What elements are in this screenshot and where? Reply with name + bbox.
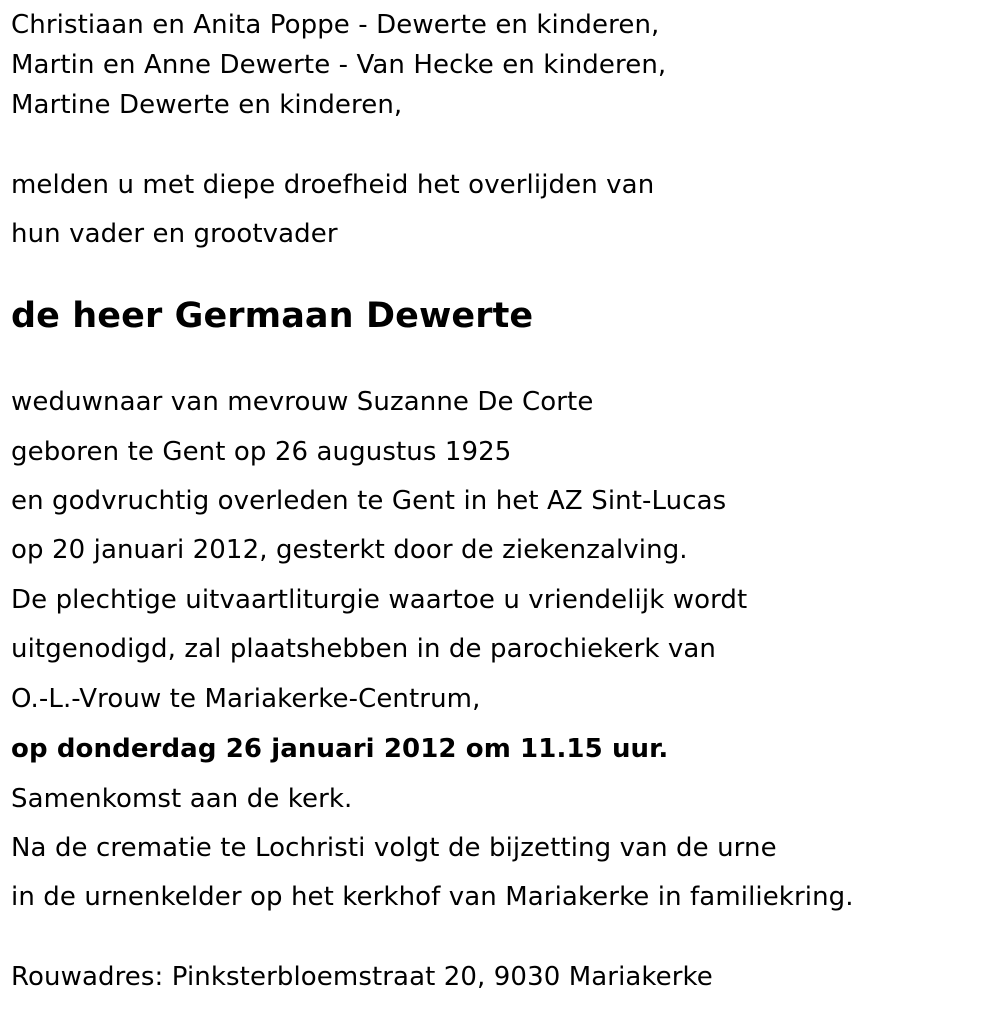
ceremony-datetime: op donderdag 26 januari 2012 om 11.15 uur. [11,734,669,764]
after-line-3: in de urnenkelder op het kerkhof van Mariakerke in familiekring. [11,882,854,912]
detail-line-1: weduwnaar van mevrouw Suzanne De Corte [11,387,594,417]
after-line-1: Samenkomst aan de kerk. [11,784,353,814]
deceased-name: de heer Germaan Dewerte [11,296,534,336]
announcement-line-2: hun vader en grootvader [11,219,338,249]
after-line-2: Na de crematie te Lochristi volgt de bijzetting van de urne [11,833,777,863]
detail-line-6: uitgenodigd, zal plaatshebben in de parochiekerk van [11,634,716,664]
detail-line-4: op 20 januari 2012, gesterkt door de ziekenzalving. [11,535,688,565]
family-line-2: Martin en Anne Dewerte - Van Hecke en kinderen, [11,50,667,80]
mourning-address: Rouwadres: Pinksterbloemstraat 20, 9030 Mariakerke [11,962,713,992]
detail-line-3: en godvruchtig overleden te Gent in het AZ Sint-Lucas [11,486,727,516]
detail-line-5: De plechtige uitvaartliturgie waartoe u vriendelijk wordt [11,585,748,615]
detail-line-7: O.-L.-Vrouw te Mariakerke-Centrum, [11,684,481,714]
announcement-line-1: melden u met diepe droefheid het overlijden van [11,170,655,200]
family-line-3: Martine Dewerte en kinderen, [11,90,403,120]
family-line-1: Christiaan en Anita Poppe - Dewerte en kinderen, [11,10,660,40]
detail-line-2: geboren te Gent op 26 augustus 1925 [11,437,512,467]
